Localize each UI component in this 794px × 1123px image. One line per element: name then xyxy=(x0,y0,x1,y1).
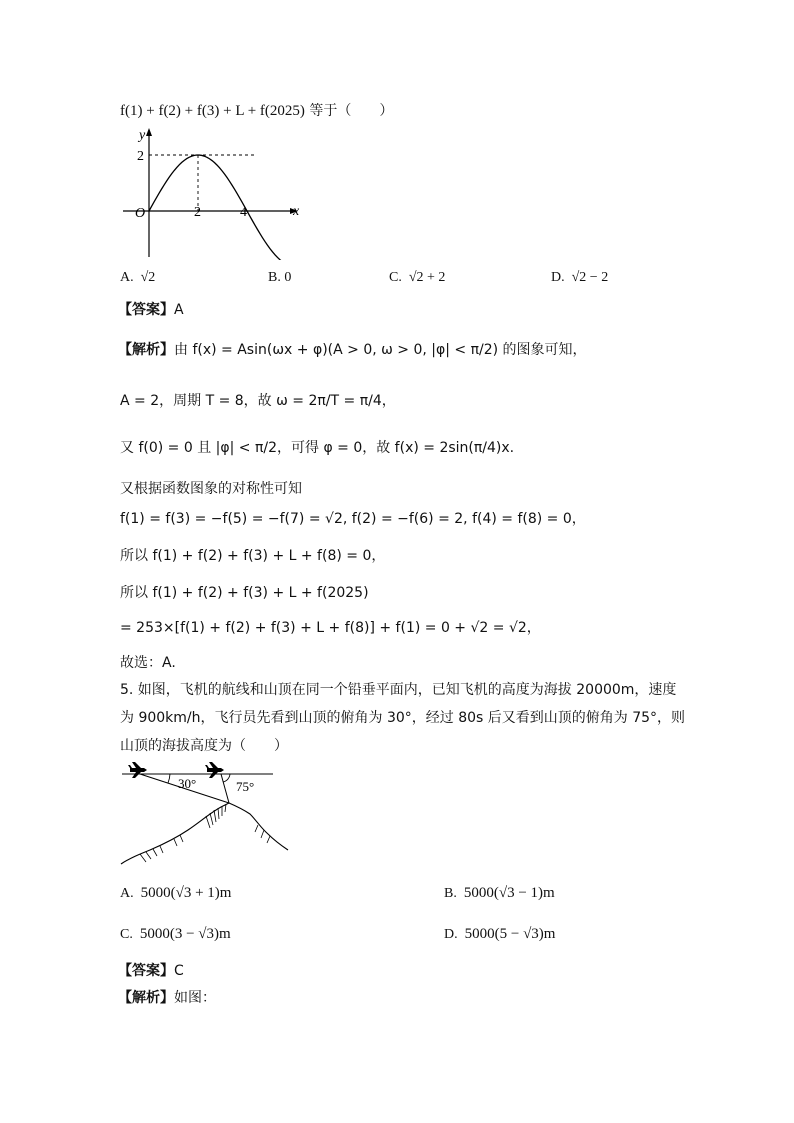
q4-analysis-line-3: 又 f(0) = 0 且 |φ| < π/2，可得 φ = 0，故 f(x) = 2sin(π/4)x. xyxy=(120,440,515,456)
option-letter: D. xyxy=(444,927,458,942)
q5-option-b[interactable] xyxy=(444,885,555,902)
option-text: 5000(√3 − 1)m xyxy=(463,885,555,901)
x-tick-label-2: 2 xyxy=(194,205,201,220)
q4-analysis-line-5: f(1) = f(3) = −f(5) = −f(7) = √2, f(2) = −f(6) = 2, f(4) = f(8) = 0， xyxy=(120,511,586,527)
answer-value: A xyxy=(174,302,184,318)
option-text: √2 + 2 xyxy=(408,270,446,285)
y-tick-label: 2 xyxy=(137,149,144,164)
option-letter: B. xyxy=(268,270,281,285)
mountain-hatching xyxy=(140,804,270,862)
answer-label: 【答案】 xyxy=(118,963,174,979)
option-text: √2 xyxy=(140,270,156,285)
option-text: 5000(5 − √3)m xyxy=(464,926,556,942)
answer-label: 【答案】 xyxy=(118,302,174,318)
q5-analysis xyxy=(118,987,216,1007)
q5-option-a[interactable] xyxy=(120,885,231,902)
q5-option-d[interactable] xyxy=(444,926,555,943)
analysis-label: 【解析】 xyxy=(118,342,174,358)
angle-arc-30 xyxy=(168,774,170,783)
option-letter: A. xyxy=(120,886,134,901)
analysis-text: 如图： xyxy=(174,990,216,1006)
angle-arc-75 xyxy=(223,774,230,782)
q4-option-d[interactable] xyxy=(551,270,608,286)
q5-stem-line-2: 为 900km/h，飞行员先看到山顶的俯角为 30°，经过 80s 后又看到山顶的俯角为 75°，则 xyxy=(120,710,686,726)
x-axis-label: x xyxy=(293,204,300,219)
option-text: 0 xyxy=(284,270,292,285)
q4-sum-expression: f(1) + f(2) + f(3) + L + f(2025) xyxy=(120,103,305,119)
q4-analysis-line-6: 所以 f(1) + f(2) + f(3) + L + f(8) = 0， xyxy=(120,548,386,564)
q4-analysis-line-1 xyxy=(118,339,587,359)
q4-sine-graph xyxy=(115,125,310,260)
q4-option-b[interactable] xyxy=(268,270,291,286)
option-text: √2 − 2 xyxy=(571,270,609,285)
q4-analysis-line-9: 故选：A. xyxy=(120,655,176,671)
q4-analysis-line-7: 所以 f(1) + f(2) + f(3) + L + f(2025) xyxy=(120,585,369,601)
y-axis-label: y xyxy=(139,128,146,143)
option-text: 5000(√3 + 1)m xyxy=(140,885,232,901)
q4-option-c[interactable] xyxy=(389,270,445,286)
q4-analysis-line-2: A = 2，周期 T = 8，故 ω = 2π/T = π/4， xyxy=(120,393,396,409)
q4-analysis-line-4: 又根据函数图象的对称性可知 xyxy=(120,481,302,497)
sine-curve xyxy=(149,155,310,260)
option-text: 5000(3 − √3)m xyxy=(139,926,231,942)
angle-label-30: 30° xyxy=(178,776,197,791)
analysis-label: 【解析】 xyxy=(118,990,174,1006)
answer-value: C xyxy=(174,963,184,979)
q5-stem-line-1: 5. 如图，飞机的航线和山顶在同一个铅垂平面内，已知飞机的高度为海拔 20000m，速度 xyxy=(120,682,677,698)
q4-sum-line xyxy=(120,100,393,120)
angle-label-75: 75° xyxy=(236,779,255,794)
x-tick-label-4: 4 xyxy=(240,205,247,220)
q4-option-a[interactable] xyxy=(120,270,155,286)
q4-sum-suffix: 等于（ ） xyxy=(304,103,394,119)
option-letter: A. xyxy=(120,270,134,285)
origin-label: O xyxy=(135,206,146,221)
option-letter: B. xyxy=(444,886,457,901)
option-letter: C. xyxy=(120,927,133,942)
analysis-text: 由 f(x) = Asin(ωx + φ)(A > 0, ω > 0, |φ| < π/2) 的图象可知， xyxy=(174,342,587,358)
q5-option-c[interactable] xyxy=(120,926,231,943)
option-letter: C. xyxy=(389,270,402,285)
y-axis-arrow xyxy=(146,128,152,136)
q5-mountain-figure xyxy=(118,758,293,870)
q4-analysis-line-8: = 253×[f(1) + f(2) + f(3) + L + f(8)] + f(1) = 0 + √2 = √2， xyxy=(120,620,541,636)
sight-line-75 xyxy=(221,774,229,803)
q5-answer xyxy=(118,960,184,980)
q4-answer xyxy=(118,299,184,319)
q5-stem-line-3: 山顶的海拔高度为（ ） xyxy=(120,738,288,754)
option-letter: D. xyxy=(551,270,565,285)
